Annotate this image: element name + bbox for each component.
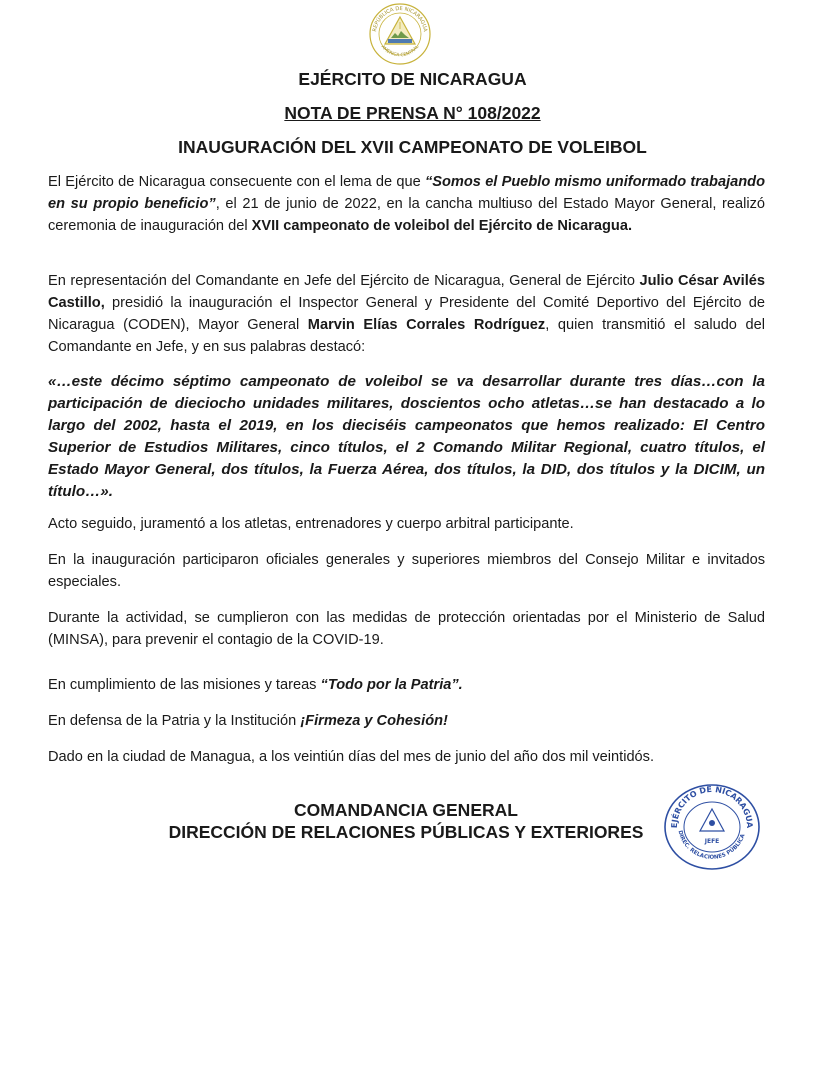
paragraph-date: Dado en la ciudad de Managua, a los veintiún días del mes de junio del año dos mil veintidós.: [48, 749, 655, 765]
intro-text-2: , el 21 de junio de 2022, en la cancha multiuso del Estado Mayor General, realizó ceremonia de inauguración del: [48, 196, 765, 234]
intro-event-name: XVII campeonato de voleibol del Ejército de Nicaragua.: [251, 218, 632, 234]
signature-line-2: DIRECCIÓN DE RELACIONES PÚBLICAS Y EXTERIORES: [168, 822, 644, 842]
intro-text-1: El Ejército de Nicaragua consecuente con el lema de que: [48, 174, 425, 190]
official-stamp-icon: [660, 781, 764, 871]
svg-text:AMÉRICA CENTRAL: [380, 44, 421, 59]
paragraph-oath: Acto seguido, juramentó a los atletas, entrenadores y cuerpo arbitral participante.: [48, 516, 574, 532]
paragraph-mission: [48, 674, 765, 696]
paragraph-covid-measures: Durante la actividad, se cumplieron con las medidas de protección orientadas por el Ministerio de Salud (MINSA), para prevenir el contagio de la COVID-19.: [48, 610, 765, 648]
quote-speech: «…este décimo séptimo campeonato de voleibol se va desarrollar durante tres días…con la participación de dieciocho unidades militares, doscientos ocho atletas…se han destacado a lo largo del 2002, hasta el 2019, en los dieciséis campeonatos que hemos realizado: El Centro Superior de Estudios Militares, cinco títulos, el 2 Comando Militar Regional, cuatro títulos, el Estado Mayor General, dos títulos, la Fuerza Aérea, dos títulos, la DID, dos títulos y la DICIM, un título…».: [48, 373, 765, 500]
commander-name: Julio César Avilés Castillo,: [48, 273, 765, 311]
coat-of-arms-seal-icon: [364, 2, 436, 66]
signature-line-1: COMANDANCIA GENERAL: [294, 800, 518, 820]
defense-text: En defensa de la Patria y la Institución: [48, 713, 301, 729]
mission-text: En cumplimiento de las misiones y tareas: [48, 677, 321, 693]
mission-motto: “Todo por la Patria”.: [320, 677, 463, 693]
intro-motto: “Somos el Pueblo mismo uniformado trabajando en su propio beneficio”: [48, 174, 765, 212]
press-note-label: NOTA DE PRENSA N° 108/2022: [284, 103, 541, 123]
paragraph-representation: [48, 270, 765, 358]
organization-name: EJÉRCITO DE NICARAGUA: [298, 69, 527, 89]
seal-bottom-text: AMÉRICA CENTRAL: [379, 44, 421, 59]
representation-text-3: , quien transmitió el saludo del Comandante en Jefe, y en sus palabras destacó:: [48, 317, 765, 355]
stamp-center-text: JEFE: [704, 838, 720, 845]
press-note-number: [0, 103, 825, 123]
paragraph-intro: [48, 171, 765, 237]
paragraph-participants: En la inauguración participaron oficiales generales y superiores miembros del Consejo Militar e invitados especiales.: [48, 552, 765, 590]
inspector-name: Marvin Elías Corrales Rodríguez: [307, 317, 546, 333]
headline: INAUGURACIÓN DEL XVII CAMPEONATO DE VOLEIBOL: [178, 137, 647, 157]
defense-motto: ¡Firmeza y Cohesión!: [300, 713, 448, 729]
paragraph-defense: [48, 710, 765, 732]
stamp-bottom-text: DIREC. RELACIONES PÚBLICA: [676, 829, 747, 861]
representation-text-1: En representación del Comandante en Jefe del Ejército de Nicaragua, General de Ejército: [48, 273, 640, 289]
representation-text-2: presidió la inauguración el Inspector General y Presidente del Comité Deportivo del Ejército de Nicaragua (CODEN), Mayor General: [48, 295, 765, 333]
seal-top-text: REPÚBLICA DE NICARAGUA: [372, 5, 428, 33]
stamp-top-text: EJÉRCITO DE NICARAGUA: [669, 784, 755, 829]
